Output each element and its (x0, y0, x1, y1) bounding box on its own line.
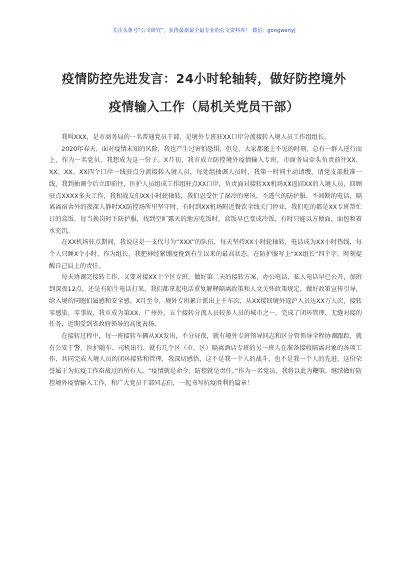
article-title-line-2: 疫情输入工作（局机关党员干部） (108, 99, 300, 114)
header-banner: 关注头条号“公文研究”，获得最新最全最专业的公文资料库！ 微信：gongwenyj (112, 28, 296, 34)
article-body (49, 132, 362, 389)
paragraph-closing: 在接转过程中，每一班接转车辆从XX发出，不分昼夜，就有境外专班领导同志和区分管领导全程协调跟踪，就有公安干警、医护随车、司机出行，就有几个区（市、区）隔离酒店专班的另一班人在准备接收隔离对象的各项工作，共同完成入境人员的闭环接转和管理，我深切感悟，这不是我一个人的战斗，也不是我一个人的先进，这份荣誉属于为抗疫工作奋战过的所有人。“疫情就是命令，防控就是责任。”作为一名党员，我将以此为鞭策，继续做好防控境外疫情输入工作，和广大党员干部同志们，一起书写抗疫胜利的篇章！ (49, 332, 362, 387)
article-title-line-1: 疫情防控先进发言：24小时轮轴转，做好防控境外 (61, 71, 347, 86)
paragraph-spring-2020: 2020年春天，面对疫情未知的风险，我也产生过害怕恐惧，但是，大家都谨上不见的时刻，总有一群人逆行而上，作为一名党员，我想成为这一份子。X月初，我市成立防控境外疫情输入专班，市商务局牵头负责前往XX、XX、XX、XX四个口岸一线驻点分流接转入境人员，每处组抽调人员时，我第一时间主动请缨，请党支部批准一线，我到抽调令后立即前往，医护人员组成工作组驻点XX口岸，负责面对接转XX机场XX返回XX的入境人员，回顾驻点XXXX多天工作，我和战友们XX小时轮轴转，我们忍受住了湿冷的寒风、不透气的防护服、不间断的电话，隔离离宿舍外的夜深人静时XX防控场所里坚守时，有时到XX机场附近餐饮全线关门停业，我们吃的都是XX专班帮忙订的盒饭，每当换岗时下防护服，找到空旷露天的地方吃饭时，盒饭早已变成冷饭，有时只能以方便面、面包和着水充饥。 (49, 145, 362, 235)
paragraph-airport: 在XX机场驻点期间，我说这是一支代号为“XXX”的队伍，每天坚持XX小时轮轴转，电话成为XX小时热线，每个人只睡X个小时，作为组长，我把神经紧绷度挽到有生以来的最高状态，在防护服写上“XX组长”四个字，时刻提醒自己肩上的责任。 (49, 239, 362, 270)
paragraph-coordination: 每天协调完接转工作，又要对接XX十个区专班，做好第二天的接转方案，办公电话、私人电话早已公开，加班到深夜12点，还是有陌生电话打来，我们都拿起电话重复解释隔离政策和人文关怀政策规定，做好政策宣传引导，给入境的同胞们属感和安全感。X月至今，境外专班累计派出上千车次，从XX接回境外返沪人员达XX万人次，接转零感染、零事故、我市成为第XX、广州外，五个接转分流人员较多人员的城市之一，完成了闭环管理、无缝对接的任务，近期受到省政府领导的高度表扬。 (49, 274, 362, 329)
paragraph-intro: 我叫XXX，是市商务局的一名普通党员干部，是境外专班驻XX口岸分流接转入境人员工作组组长。 (61, 134, 331, 141)
